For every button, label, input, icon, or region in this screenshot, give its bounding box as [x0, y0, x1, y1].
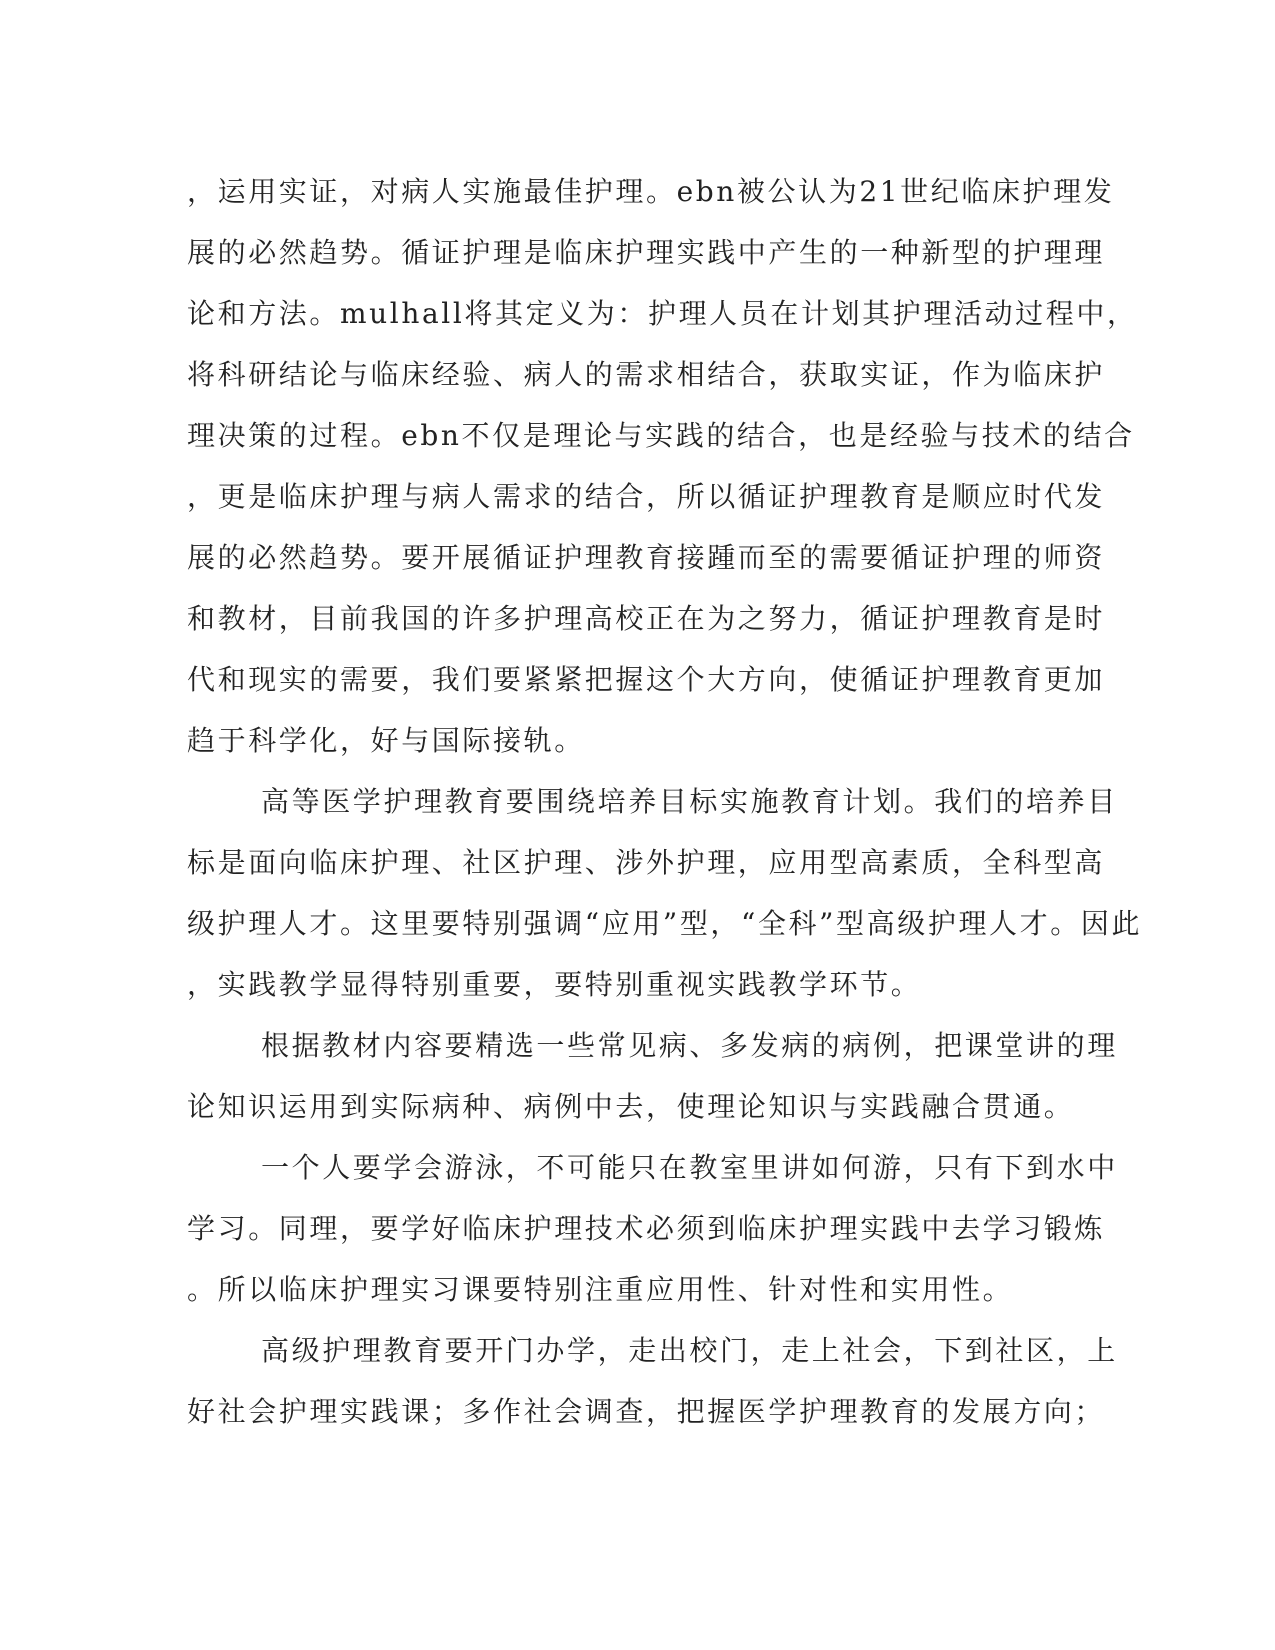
- paragraph-start-line: 一个人要学会游泳，不可能只在教室里讲如何游，只有下到水中: [261, 1151, 1118, 1184]
- text-line: 好社会护理实践课；多作社会调查，把握医学护理教育的发展方向；: [187, 1395, 1106, 1428]
- text-line: 标是面向临床护理、社区护理、涉外护理，应用型高素质，全科型高: [187, 846, 1106, 879]
- text-line: 展的必然趋势。要开展循证护理教育接踵而至的需要循证护理的师资: [187, 541, 1106, 574]
- paragraph-start-line: 根据教材内容要精选一些常见病、多发病的病例，把课堂讲的理: [261, 1029, 1118, 1062]
- text-line: 学习。同理，要学好临床护理技术必须到临床护理实践中去学习锻炼: [187, 1212, 1106, 1245]
- text-line: 展的必然趋势。循证护理是临床护理实践中产生的一种新型的护理理: [187, 236, 1106, 269]
- text-line: 将科研结论与临床经验、病人的需求相结合，获取实证，作为临床护: [187, 358, 1106, 391]
- text-line: 和教材，目前我国的许多护理高校正在为之努力，循证护理教育是时: [187, 602, 1106, 635]
- text-line: 论和方法。mulhall将其定义为：护理人员在计划其护理活动过程中，: [187, 297, 1138, 330]
- text-line: ，运用实证，对病人实施最佳护理。ebn被公认为21世纪临床护理发: [187, 175, 1115, 208]
- text-line: 理决策的过程。ebn不仅是理论与实践的结合，也是经验与技术的结合: [187, 419, 1135, 452]
- paragraph-start-line: 高等医学护理教育要围绕培养目标实施教育计划。我们的培养目: [261, 785, 1118, 818]
- text-line: ，实践教学显得特别重要，要特别重视实践教学环节。: [187, 968, 922, 1001]
- body-text: [187, 161, 1143, 1442]
- text-line: 级护理人才。这里要特别强调“应用”型，“全科”型高级护理人才。因此: [187, 907, 1143, 940]
- text-line: ，更是临床护理与病人需求的结合，所以循证护理教育是顺应时代发: [187, 480, 1106, 513]
- text-line: 论知识运用到实际病种、病例中去，使理论知识与实践融合贯通。: [187, 1090, 1075, 1123]
- paragraph-start-line: 高级护理教育要开门办学，走出校门，走上社会，下到社区，上: [261, 1334, 1118, 1367]
- text-line: 趋于科学化，好与国际接轨。: [187, 724, 585, 757]
- text-line: 代和现实的需要，我们要紧紧把握这个大方向，使循证护理教育更加: [187, 663, 1106, 696]
- text-line: 。所以临床护理实习课要特别注重应用性、针对性和实用性。: [187, 1273, 1014, 1306]
